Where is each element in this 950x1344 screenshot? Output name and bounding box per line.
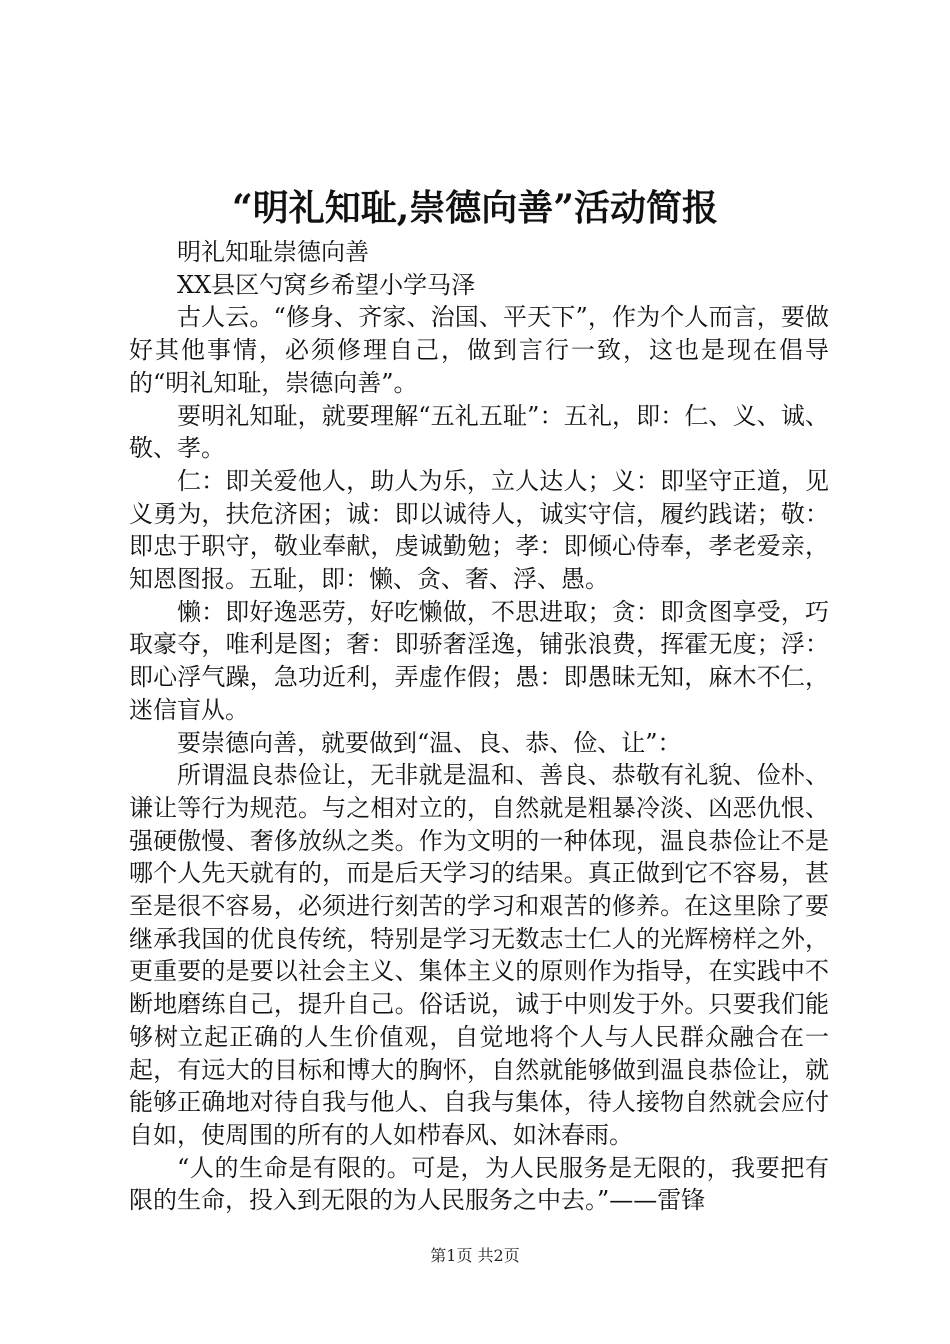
paragraph-shames-detail: 懒：即好逸恶劳，好吃懒做，不思进取；贪：即贪图享受，巧取豪夺，唯利是图；奢：即骄奢淫逸，铺张浪费，挥霍无度；浮：即心浮气躁，急功近利，弄虚作假；愚：即愚昧无知，麻木不仁，迷信盲从。	[129, 597, 829, 724]
paragraph-subtitle: 明礼知耻崇德向善	[177, 238, 369, 266]
document-title: “明礼知耻,崇德向善”活动简报	[232, 187, 718, 229]
page-number-footer: 第1页 共2页	[430, 1246, 520, 1265]
paragraph-virtues: 要崇德向善，就要做到“温、良、恭、俭、让”：	[177, 728, 682, 757]
document-body	[129, 236, 829, 1217]
paragraph-virtues-detail: 所谓温良恭俭让，无非就是温和、善良、恭敬有礼貌、俭朴、谦让等行为规范。与之相对立的，自然就是粗暴冷淡、凶恶仇恨、强硬傲慢、奢侈放纵之类。作为文明的一种体现，温良恭俭让不是哪个人先天就有的，而是后天学习的结果。真正做到它不容易，甚至是很不容易，必须进行刻苦的学习和艰苦的修养。在这里除了要继承我国的优良传统，特别是学习无数志士仁人的光辉榜样之外，更重要的是要以社会主义、集体主义的原则作为指导，在实践中不断地磨练自己，提升自己。俗话说，诚于中则发于外。只要我们能够树立起正确的人生价值观，自觉地将个人与人民群众融合在一起，有远大的目标和博大的胸怀，自然就能够做到温良恭俭让，就能够正确地对待自我与他人、自我与集体，待人接物自然就会应付自如，使周围的所有的人如栉春风、如沐春雨。	[129, 761, 829, 1149]
paragraph-intro: 古人云。“修身、齐家、治国、平天下”，作为个人而言，要做好其他事情，必须修理自己，做到言行一致，这也是现在倡导的“明礼知耻，崇德向善”。	[129, 303, 829, 397]
paragraph-author: XX县区勺窝乡希望小学马泽	[177, 270, 476, 299]
paragraph-rites-detail: 仁：即关爱他人，助人为乐，立人达人；义：即坚守正道，见义勇为，扶危济困；诚：即以诚待人，诚实守信，履约践诺；敬：即忠于职守，敬业奉献，虔诚勤勉；孝：即倾心侍奉，孝老爱亲，知恩图报。五耻，即：懒、贪、奢、浮、愚。	[129, 466, 829, 594]
paragraph-quote: “人的生命是有限的。可是，为人民服务是无限的，我要把有限的生命，投入到无限的为人民服务之中去。”——雷锋	[129, 1153, 829, 1215]
paragraph-five-rites: 要明礼知耻，就要理解“五礼五耻”：五礼，即：仁、义、诚、敬、孝。	[129, 401, 829, 463]
